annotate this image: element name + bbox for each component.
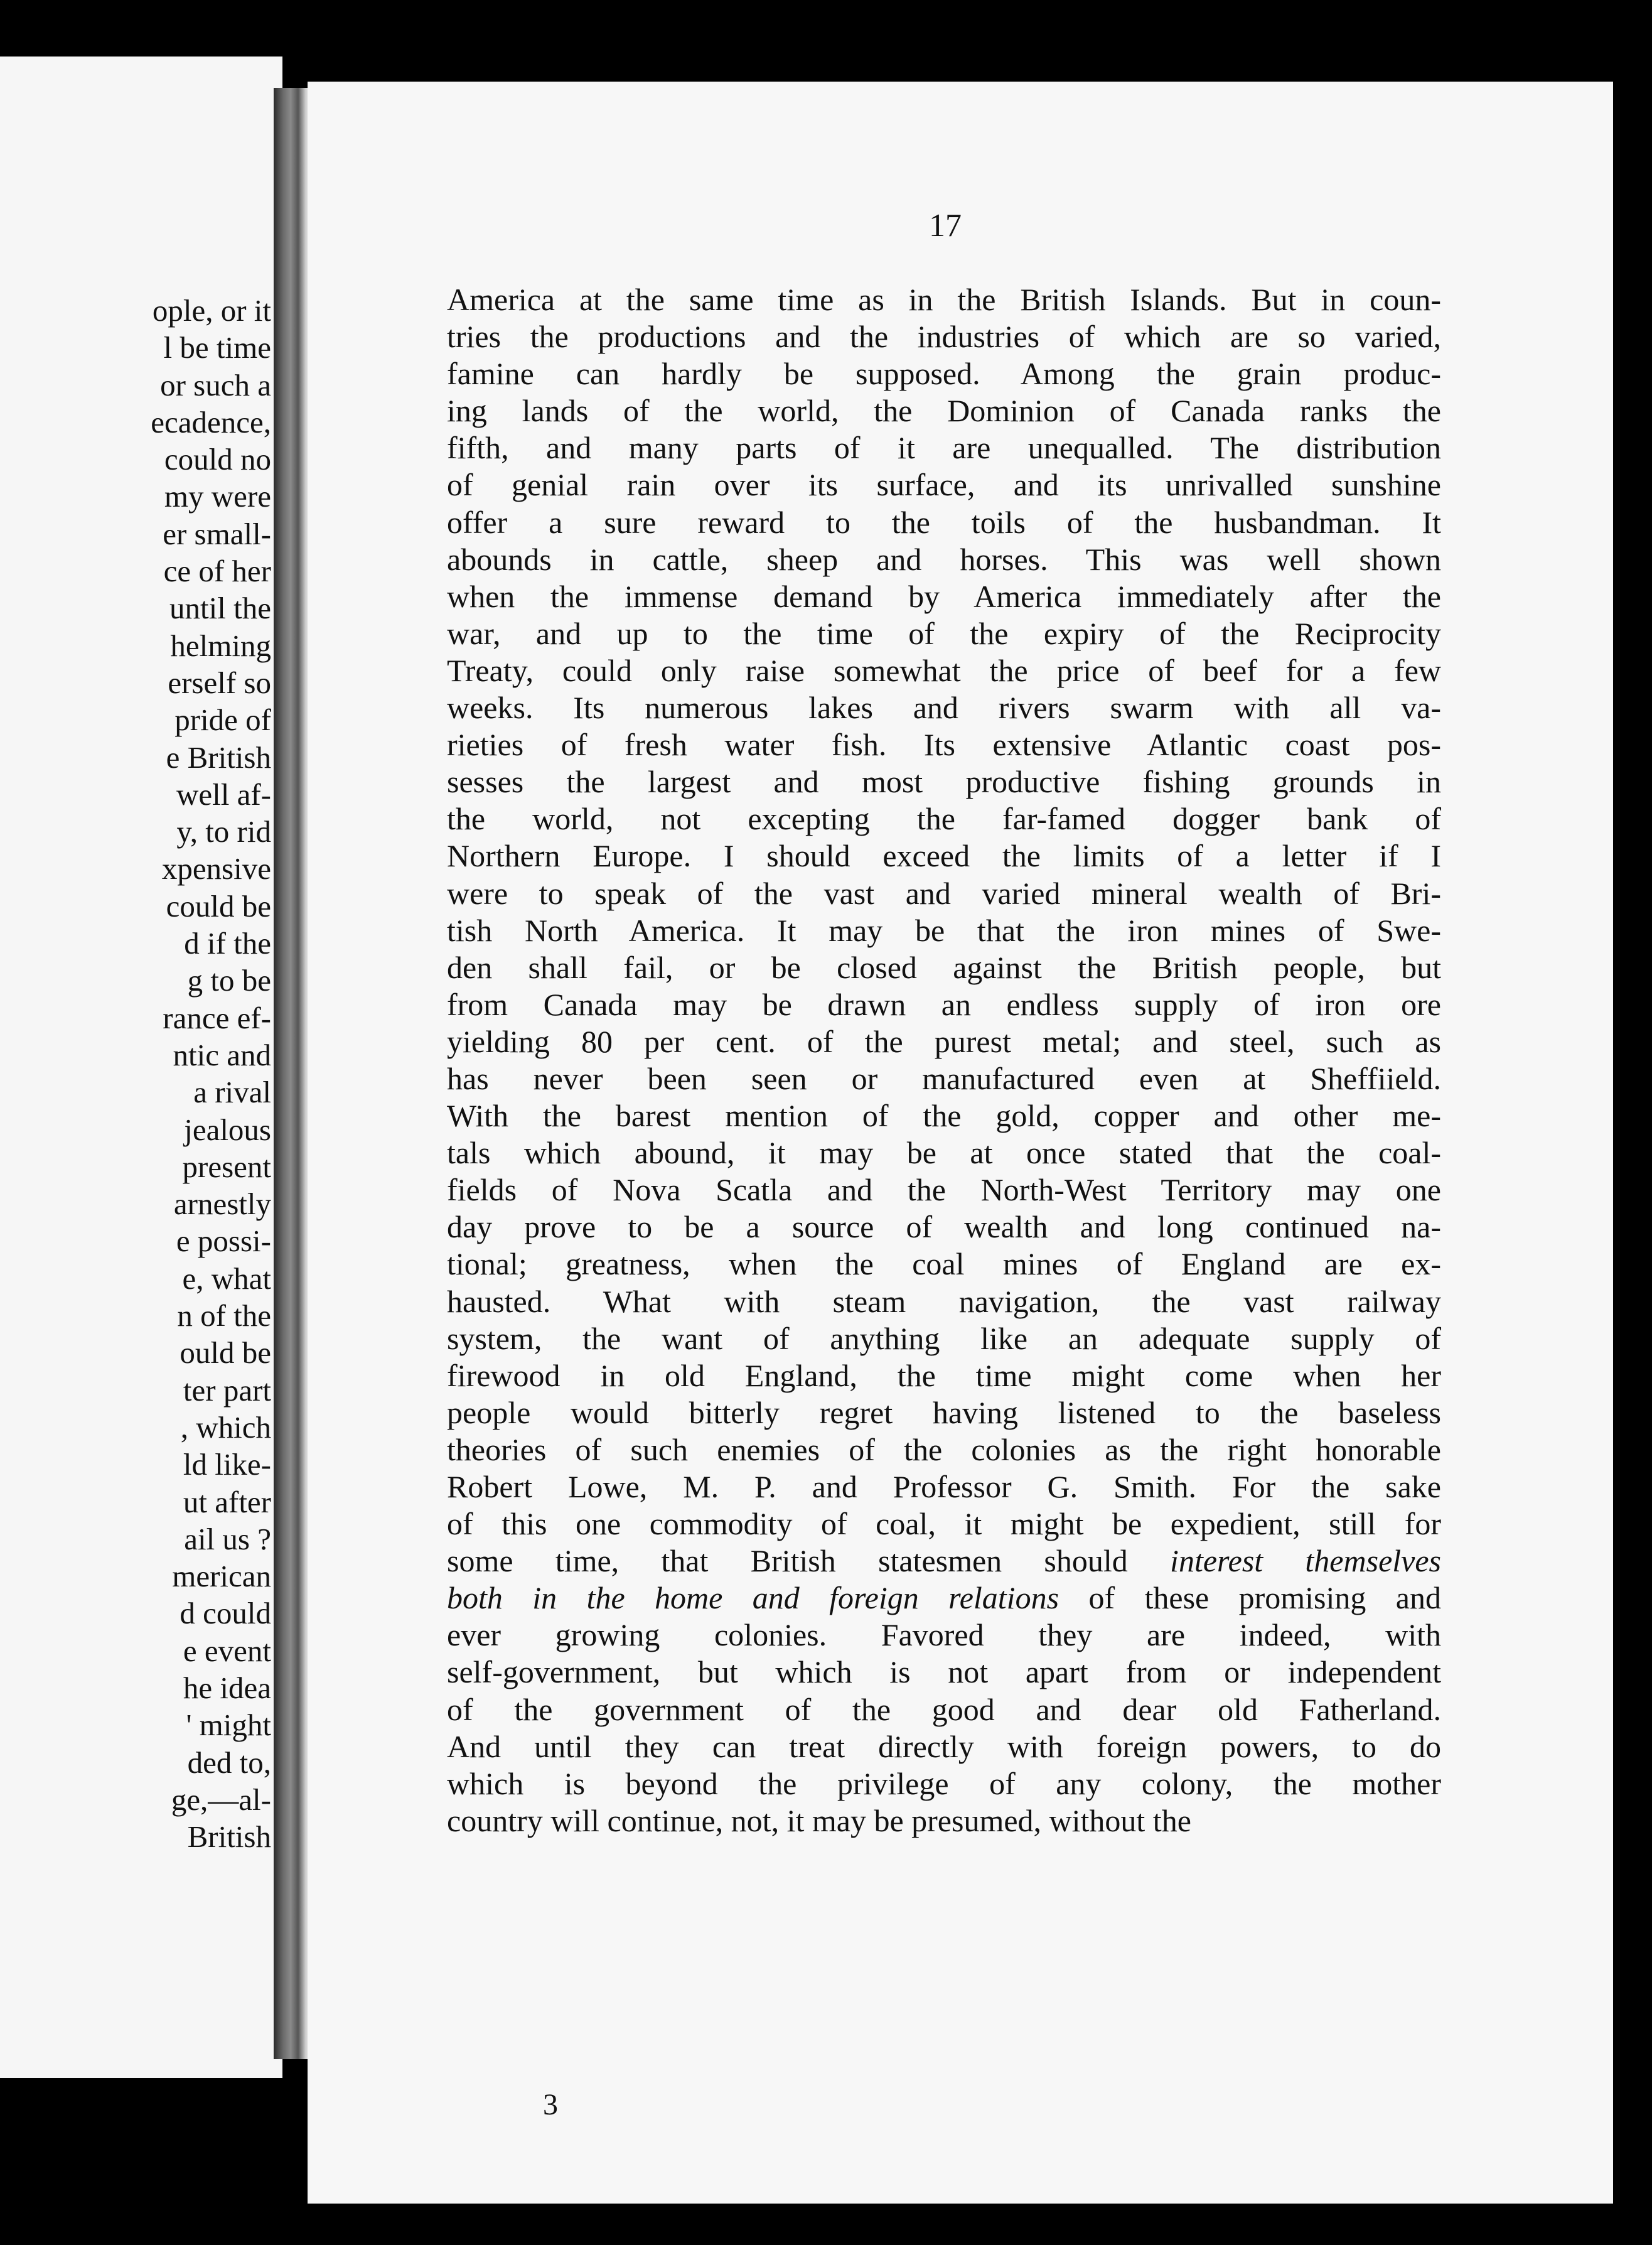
- text-line: rieties of fresh water fish. Its extensive Atlantic coast pos-: [447, 727, 1441, 763]
- left-page-line: merican: [172, 1559, 271, 1594]
- page-number: 17: [929, 208, 962, 244]
- text-line: [447, 1580, 1441, 1617]
- left-page-line: g to be: [187, 963, 271, 998]
- left-page-line: ' might: [186, 1708, 271, 1743]
- left-page-line: ople, or it: [152, 293, 271, 328]
- left-page-line: British: [187, 1819, 271, 1855]
- left-page-line: n of the: [177, 1298, 271, 1333]
- left-page-line: arnestly: [173, 1187, 271, 1222]
- text-line: war, and up to the time of the expiry of the Reciprocity: [447, 615, 1441, 651]
- text-line: the world, not excepting the far-famed dogger bank of: [447, 801, 1441, 837]
- text-line: With the barest mention of the gold, copper and other me-: [447, 1098, 1441, 1134]
- body-text: [447, 281, 1441, 1839]
- text-line: when the immense demand by America immediately after the: [447, 578, 1441, 614]
- text-line: of this one commodity of coal, it might be expedient, still for: [447, 1506, 1441, 1542]
- left-page-line: ut after: [183, 1484, 271, 1519]
- left-page-line: xpensive: [161, 851, 271, 886]
- text-line: people would bitterly regret having listened to the baseless: [447, 1394, 1441, 1430]
- left-page-line: present: [182, 1149, 271, 1184]
- left-page-line: e possi-: [176, 1224, 271, 1259]
- left-page-line: , which: [180, 1409, 271, 1445]
- text-line: And until they can treat directly with foreign powers, to do: [447, 1728, 1441, 1764]
- italic-span: both in the home and foreign relations: [447, 1580, 1059, 1616]
- text-line: Northern Europe. I should exceed the limits of a letter if I: [447, 838, 1441, 874]
- left-page-line: ecadence,: [151, 404, 271, 439]
- left-page-line: rance ef-: [163, 1000, 271, 1035]
- text-line: Treaty, could only raise somewhat the price of beef for a few: [447, 652, 1441, 688]
- text-line: tional; greatness, when the coal mines of England are ex-: [447, 1246, 1441, 1282]
- right-page: [308, 82, 1613, 2204]
- left-page-line: until the: [169, 591, 271, 626]
- left-page-line: could be: [166, 888, 271, 923]
- left-page-line: ntic and: [173, 1037, 271, 1072]
- left-page-line: a rival: [193, 1075, 271, 1110]
- left-page-line: ld like-: [183, 1447, 271, 1482]
- left-page-line: well af-: [176, 777, 271, 812]
- text-line: from Canada may be drawn an endless supply of iron ore: [447, 986, 1441, 1022]
- text-line: tish North America. It may be that the iron mines of Swe-: [447, 912, 1441, 948]
- left-page-line: ail us ?: [184, 1521, 271, 1556]
- signature-mark: 3: [543, 2088, 558, 2121]
- left-page-text: [151, 292, 271, 1855]
- left-page-line: pride of: [174, 703, 271, 738]
- left-page-line: l be time: [163, 330, 271, 365]
- text-line: tries the productions and the industries of which are so varied,: [447, 319, 1441, 355]
- text-line: system, the want of anything like an adequate supply of: [447, 1320, 1441, 1356]
- text-line: self-government, but which is not apart from or independent: [447, 1654, 1441, 1690]
- left-page-line: helming: [170, 628, 271, 663]
- text-line: of the government of the good and dear old Fatherland.: [447, 1691, 1441, 1727]
- left-page-line: ould be: [180, 1335, 271, 1370]
- text-span: of these promising and: [1059, 1580, 1441, 1616]
- text-line: fields of Nova Scatla and the North-West Territory may one: [447, 1172, 1441, 1208]
- left-page-line: erself so: [168, 665, 271, 700]
- left-page-line: e event: [183, 1633, 271, 1668]
- text-line: of genial rain over its surface, and its unrivalled sunshine: [447, 467, 1441, 503]
- text-line: offer a sure reward to the toils of the husbandman. It: [447, 504, 1441, 540]
- left-page-line: ded to,: [187, 1745, 271, 1780]
- text-line: sesses the largest and most productive fishing grounds in: [447, 764, 1441, 800]
- text-line: America at the same time as in the British Islands. But in coun-: [447, 282, 1441, 317]
- text-line: theories of such enemies of the colonies as the right honorable: [447, 1431, 1441, 1467]
- left-page-line: e British: [166, 740, 271, 775]
- text-line: den shall fail, or be closed against the British people, but: [447, 949, 1441, 985]
- text-line: abounds in cattle, sheep and horses. This was well shown: [447, 541, 1441, 577]
- text-span: some time, that British statesmen should: [447, 1543, 1171, 1579]
- left-page-line: he idea: [183, 1670, 271, 1705]
- text-line: were to speak of the vast and varied mineral wealth of Bri-: [447, 875, 1441, 911]
- left-page-line: jealous: [184, 1112, 271, 1147]
- left-page-line: ce of her: [163, 554, 271, 589]
- left-page-line: e, what: [182, 1261, 271, 1296]
- text-line: tals which abound, it may be at once stated that the coal-: [447, 1135, 1441, 1171]
- left-page-line: or such a: [160, 367, 271, 402]
- left-page-line: could no: [164, 442, 271, 477]
- text-line: ing lands of the world, the Dominion of Canada ranks the: [447, 393, 1441, 429]
- text-line: ever growing colonies. Favored they are indeed, with: [447, 1617, 1441, 1653]
- text-line: hausted. What with steam navigation, the vast railway: [447, 1283, 1441, 1319]
- left-page-line: d if the: [184, 926, 271, 961]
- text-line: day prove to be a source of wealth and long continued na-: [447, 1209, 1441, 1245]
- left-page: [0, 57, 282, 2078]
- text-line: has never been seen or manufactured even at Sheffiield.: [447, 1060, 1441, 1096]
- left-page-line: my were: [164, 479, 271, 514]
- text-line: country will continue, not, it may be presumed, without the: [447, 1802, 1191, 1838]
- text-line: which is beyond the privilege of any colony, the mother: [447, 1765, 1441, 1801]
- italic-span: interest themselves: [1170, 1543, 1441, 1579]
- text-line: [447, 1542, 1441, 1580]
- text-line: firewood in old England, the time might come when her: [447, 1357, 1441, 1393]
- left-page-line: d could: [180, 1596, 271, 1631]
- text-line: fifth, and many parts of it are unequalled. The distribution: [447, 430, 1441, 466]
- text-line: Robert Lowe, M. P. and Professor G. Smith. For the sake: [447, 1469, 1441, 1504]
- text-line: famine can hardly be supposed. Among the grain produc-: [447, 356, 1441, 392]
- left-page-line: ter part: [183, 1372, 271, 1408]
- left-page-line: er small-: [163, 516, 271, 551]
- book-gutter: [274, 88, 311, 2059]
- left-page-line: ge,—al-: [171, 1782, 271, 1817]
- text-line: yielding 80 per cent. of the purest metal; and steel, such as: [447, 1023, 1441, 1059]
- left-page-line: y, to rid: [176, 814, 271, 849]
- text-line: weeks. Its numerous lakes and rivers swarm with all va-: [447, 690, 1441, 726]
